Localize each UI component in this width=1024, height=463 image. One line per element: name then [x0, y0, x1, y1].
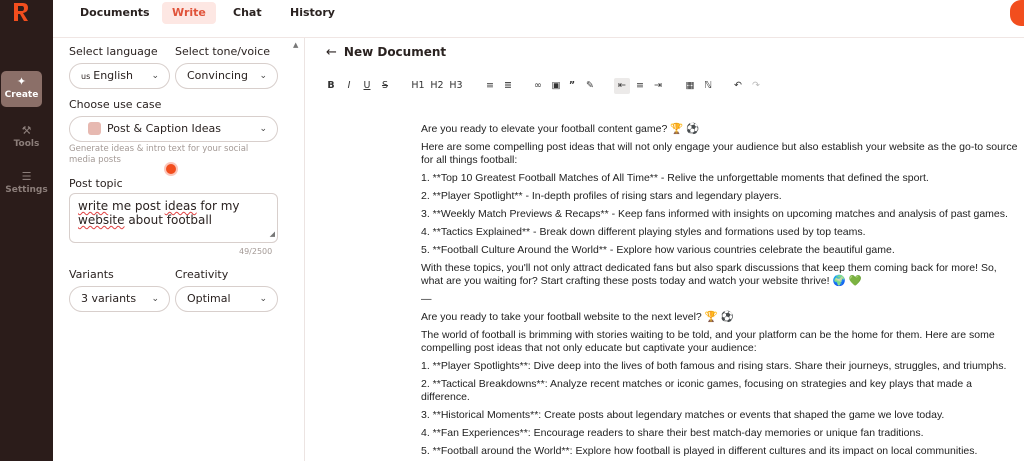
link-icon[interactable]: ∞	[534, 80, 542, 91]
rail-tools[interactable]	[0, 124, 53, 149]
back-arrow-icon[interactable]: ←	[326, 45, 337, 60]
doc-paragraph: 2. **Player Spotlight** - In-depth profiles of rising stars and legendary players.	[421, 190, 782, 202]
align-left-icon[interactable]: ⇤	[614, 78, 630, 94]
strike-button[interactable]: S	[381, 80, 389, 91]
rail-tools-label: Tools	[13, 139, 40, 149]
doc-paragraph: 1. **Player Spotlights**: Dive deep into the lives of both famous and rising stars. Share their journeys, struggles, and triumphs.	[421, 360, 1007, 372]
language-value: English	[93, 69, 133, 82]
doc-paragraph: 3. **Historical Moments**: Create posts about legendary matches or events that shaped the game we love today.	[421, 409, 945, 421]
variants-label: Variants	[69, 268, 114, 281]
tone-label: Select tone/voice	[175, 45, 271, 58]
topic-word: write	[78, 199, 109, 213]
rail-create[interactable]	[1, 71, 42, 107]
h2-button[interactable]: H2	[430, 80, 444, 91]
settings-icon: ☰	[21, 170, 32, 183]
topic-input[interactable]	[69, 193, 278, 243]
bold-button[interactable]: B	[327, 80, 335, 91]
redo-icon[interactable]: ↷	[752, 80, 760, 91]
post-caption-icon	[88, 122, 101, 135]
align-center-icon[interactable]: ≡	[636, 80, 644, 91]
variants-value: 3 variants	[81, 292, 137, 305]
h3-button[interactable]: H3	[449, 80, 463, 91]
usecase-hint: Generate ideas & intro text for your social media posts	[69, 144, 249, 165]
tab-write[interactable]: Write	[162, 2, 216, 24]
topic-word: about football	[128, 213, 213, 227]
doc-paragraph: 3. **Weekly Match Previews & Recaps** - Keep fans informed with insights on upcoming matches and analysis of past games.	[421, 208, 1008, 220]
doc-paragraph: 5. **Football around the World**: Explore how football is played in different cultures and its impact on local communities.	[421, 445, 978, 457]
quote-icon[interactable]: ”	[568, 80, 576, 91]
doc-divider: —	[421, 293, 432, 305]
rail-settings[interactable]	[0, 170, 53, 195]
table-icon[interactable]: ▦	[685, 80, 695, 91]
doc-paragraph: 1. **Top 10 Greatest Football Matches of All Time** - Relive the unforgettable moments that defined the sport.	[421, 172, 929, 184]
rail-settings-label: Settings	[5, 185, 48, 195]
tone-select[interactable]	[175, 63, 278, 89]
align-right-icon[interactable]: ⇥	[654, 80, 662, 91]
image-icon[interactable]: ▣	[551, 80, 561, 91]
app-rail	[0, 0, 53, 461]
tab-chat[interactable]: Chat	[233, 6, 262, 19]
tools-icon: ⚒	[21, 124, 32, 137]
rail-create-label: Create	[4, 90, 39, 100]
doc-paragraph: The world of football is brimming with stories waiting to be told, and your platform can be the home for them. Here are some compelling post ideas that not only educate but captivate your audience:	[421, 329, 995, 354]
top-nav	[53, 0, 1024, 38]
creativity-select[interactable]	[175, 286, 278, 312]
doc-paragraph: With these topics, you'll not only attract dedicated fans but also spark discussions that keep them coming back for more! So, what are you waiting for? Start crafting these posts today and watch your website thrive! 🌍 💚	[421, 262, 997, 287]
bullet-list-icon[interactable]: ≡	[486, 80, 494, 91]
highlight-pen-icon[interactable]: ✎	[586, 80, 594, 91]
topic-word: website	[78, 213, 125, 227]
doc-paragraph: 4. **Fan Experiences**: Encourage readers to share their best match-day memories or unique fan traditions.	[421, 427, 924, 439]
italic-button[interactable]: I	[347, 80, 351, 91]
chevron-down-icon: ⌄	[259, 294, 267, 304]
h1-button[interactable]: H1	[411, 80, 425, 91]
document-content[interactable]	[421, 123, 1021, 463]
usecase-label: Choose use case	[69, 98, 162, 111]
document-editor	[306, 38, 1024, 461]
topic-word: for my	[200, 199, 240, 213]
creativity-value: Optimal	[187, 292, 231, 305]
topic-word: me post	[112, 199, 161, 213]
doc-paragraph: 5. **Football Culture Around the World** - Explore how various countries celebrate the beautiful game.	[421, 244, 895, 256]
doc-paragraph: Are you ready to take your football website to the next level? 🏆 ⚽	[421, 311, 734, 323]
scroll-up-arrow-icon[interactable]: ▲	[293, 41, 299, 49]
document-header	[326, 45, 446, 60]
undo-icon[interactable]: ↶	[734, 80, 742, 91]
variants-select[interactable]	[69, 286, 170, 312]
language-select[interactable]	[69, 63, 170, 89]
chevron-down-icon: ⌄	[259, 124, 267, 134]
assistant-indicator[interactable]	[164, 162, 178, 176]
profile-button[interactable]	[1010, 0, 1024, 26]
tab-history[interactable]: History	[290, 6, 335, 19]
language-flag: us	[81, 72, 91, 81]
doc-paragraph: 2. **Tactical Breakdowns**: Analyze recent matches or iconic games, focusing on strategies and key plays that made a difference.	[421, 378, 972, 403]
topic-word: ideas	[164, 199, 197, 213]
chevron-down-icon: ⌄	[151, 294, 159, 304]
language-label: Select language	[69, 45, 158, 58]
doc-paragraph: Here are some compelling post ideas that will not only engage your audience but also establish your website as the go-to source for all things football:	[421, 141, 1018, 166]
tab-documents[interactable]: Documents	[80, 6, 150, 19]
underline-button[interactable]: U	[363, 80, 371, 91]
chevron-down-icon: ⌄	[151, 71, 159, 81]
app-logo[interactable]	[11, 2, 31, 22]
usecase-value: Post & Caption Ideas	[107, 122, 222, 135]
clear-format-icon[interactable]: ℕ	[704, 80, 712, 91]
tone-value: Convincing	[187, 69, 248, 82]
doc-paragraph: Are you ready to elevate your football content game? 🏆 ⚽	[421, 123, 700, 135]
creativity-label: Creativity	[175, 268, 229, 281]
usecase-select[interactable]	[69, 116, 278, 142]
settings-panel	[53, 38, 305, 461]
topic-label: Post topic	[69, 177, 123, 190]
resize-handle-icon[interactable]: ◢	[269, 230, 275, 238]
document-title: New Document	[343, 45, 447, 59]
chevron-down-icon: ⌄	[259, 71, 267, 81]
create-icon: ✦	[16, 75, 27, 88]
doc-paragraph: 4. **Tactics Explained** - Break down different playing styles and formations used by top teams.	[421, 226, 866, 238]
char-count: 49/2500	[239, 247, 273, 256]
numbered-list-icon[interactable]: ≣	[504, 80, 512, 91]
